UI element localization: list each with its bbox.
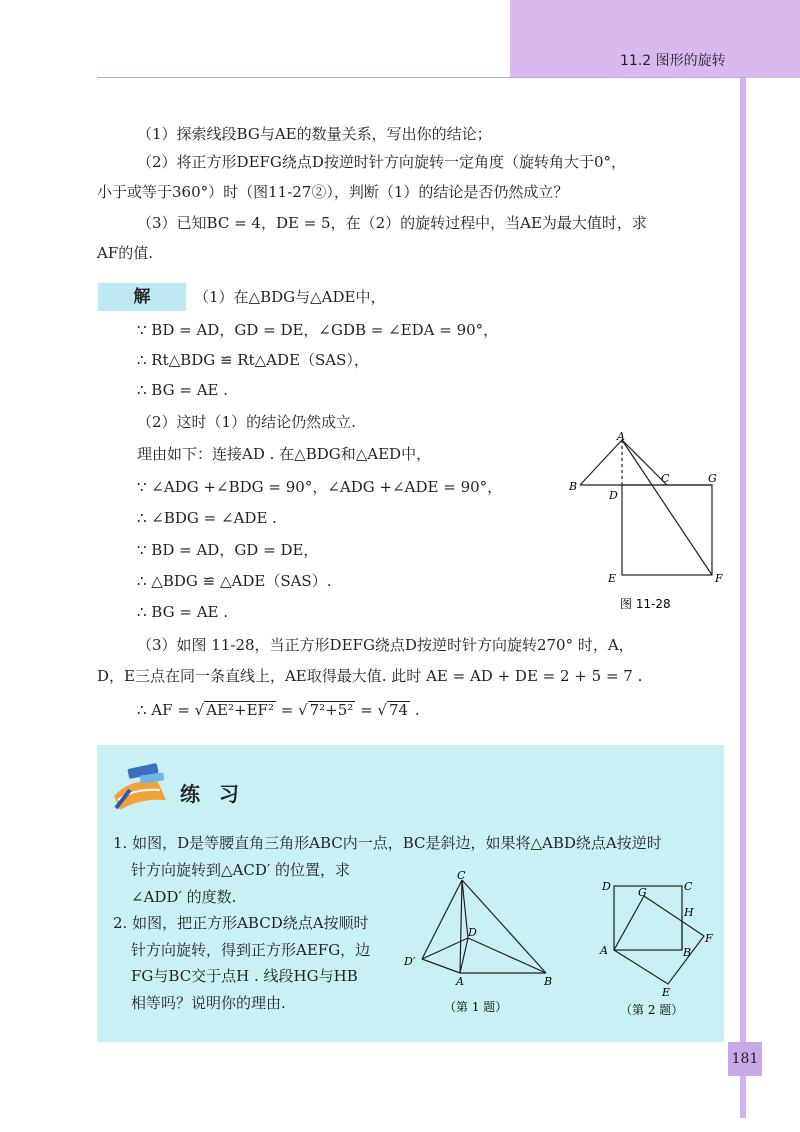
segment-af	[622, 440, 712, 575]
fig2-label-f: F	[705, 932, 713, 945]
fig1-label-b: B	[544, 975, 553, 988]
formula-end: .	[410, 701, 420, 719]
solution-label: 解	[98, 283, 186, 311]
solution-line-8: ∴ ∠BDG = ∠ADE .	[137, 509, 277, 527]
solution-line-12: （3）如图 11-28，当正方形DEFG绕点D按逆时针方向旋转270° 时，A，	[137, 636, 634, 654]
fig1-label-d-prime: D′	[404, 955, 416, 968]
solution-line-9: ∵ BD = AD，GD = DE，	[137, 541, 319, 559]
formula-sqrt-1: AE²+EF²	[206, 701, 274, 719]
page-number: 181	[728, 1042, 762, 1076]
exercise-2-line4: 相等吗？说明你的理由.	[131, 994, 286, 1012]
fig2-label-c: C	[684, 880, 693, 893]
fig1-label-a: A	[456, 975, 464, 988]
problem-q2-line1: （2）将正方形DEFG绕点D按逆时针方向旋转一定角度（旋转角大于0°，	[137, 153, 626, 171]
problem-q1: （1）探索线段BG与AE的数量关系，写出你的结论；	[137, 125, 492, 143]
fig1-label-d: D	[468, 926, 477, 939]
square-defg	[622, 485, 712, 575]
fig2-label-h: H	[684, 906, 694, 919]
segment-d-prime-a	[422, 959, 460, 973]
segment-db	[468, 938, 546, 973]
solution-line-2: ∵ BD = AD，GD = DE，∠GDB = ∠EDA = 90°，	[137, 321, 499, 339]
fig2-label-g: G	[638, 886, 647, 899]
fig2-caption: （第 2 题）	[620, 1003, 684, 1017]
solution-line-13: D，E三点在同一条直线上，AE取得最大值. 此时 AE = AD + DE = 2 + 5 = 7 .	[97, 667, 643, 685]
solution-line-14: ∴ AF = √ AE²+EF² = √ 7²+5² = √ 74 .	[137, 701, 420, 719]
segment-ca	[460, 880, 462, 973]
problem-q3-line2: AF的值.	[97, 244, 154, 262]
section-title: 11.2 图形的旋转	[620, 53, 726, 69]
problem-q2-line2: 小于或等于360°）时（图11-27②），判断（1）的结论是否仍然成立？	[97, 183, 569, 201]
solution-line-7: ∵ ∠ADG +∠BDG = 90°，∠ADG +∠ADE = 90°，	[137, 478, 503, 496]
fig2-label-e: E	[662, 986, 671, 999]
figure-11-28	[560, 428, 740, 618]
fig1-caption: （第 1 题）	[444, 1000, 508, 1014]
right-margin-bar	[740, 78, 746, 1118]
formula-sqrt-2: 7²+5²	[309, 701, 354, 719]
problem-q3-line1: （3）已知BC = 4，DE = 5，在（2）的旋转过程中，当AE为最大值时，求	[137, 214, 647, 232]
segment-cd-prime	[422, 880, 462, 959]
formula-prefix: ∴ AF =	[137, 701, 195, 719]
figure-caption: 图 11-28	[620, 597, 671, 611]
solution-line-3: ∴ Rt△BDG ≌ Rt△ADE（SAS），	[137, 351, 369, 369]
solution-line-4: ∴ BG = AE .	[137, 381, 229, 399]
segment-ab	[580, 440, 622, 485]
square-abcd	[614, 886, 682, 950]
pencil-book-icon	[110, 760, 172, 812]
formula-eq-1: =	[275, 701, 299, 719]
solution-line-5: （2）这时（1）的结论仍然成立.	[137, 413, 356, 431]
header-rule	[97, 77, 747, 78]
label-b: B	[569, 480, 578, 493]
label-e: E	[608, 572, 617, 585]
label-c: C	[661, 472, 670, 485]
solution-line-6: 理由如下：连接AD . 在△BDG和△AED中，	[137, 445, 432, 463]
exercise-2-line2: 针方向旋转，得到正方形AEFG，边	[131, 941, 371, 959]
fig1-label-c: C	[457, 869, 466, 882]
label-d: D	[609, 489, 618, 502]
fig2-label-d: D	[602, 880, 611, 893]
exercise-2-figure	[592, 872, 722, 1022]
formula-eq-2: =	[355, 701, 378, 719]
formula-sqrt-3: 74	[388, 701, 409, 719]
solution-line-11: ∴ BG = AE .	[137, 603, 229, 621]
fig2-label-a: A	[600, 944, 608, 957]
label-g: G	[708, 472, 717, 485]
practice-title: 练 习	[180, 782, 245, 806]
exercise-1-line3: ∠ADD′ 的度数.	[131, 888, 237, 906]
label-f: F	[715, 572, 723, 585]
exercise-2-line1: 2. 如图，把正方形ABCD绕点A按顺时	[113, 914, 369, 932]
fig2-label-b: B	[683, 946, 692, 959]
exercise-1-line1: 1. 如图，D是等腰直角三角形ABC内一点，BC是斜边，如果将△ABD绕点A按逆时	[113, 834, 662, 852]
solution-line-1: （1）在△BDG与△ADE中，	[194, 288, 386, 306]
exercise-2-line3: FG与BC交于点H . 线段HG与HB	[131, 967, 358, 985]
label-a: A	[617, 430, 625, 443]
exercise-1-figure	[396, 868, 566, 1020]
solution-line-10: ∴ △BDG ≌ △ADE（SAS）.	[137, 572, 332, 590]
exercise-1-line2: 针方向旋转到△ACD′ 的位置，求	[131, 861, 351, 879]
